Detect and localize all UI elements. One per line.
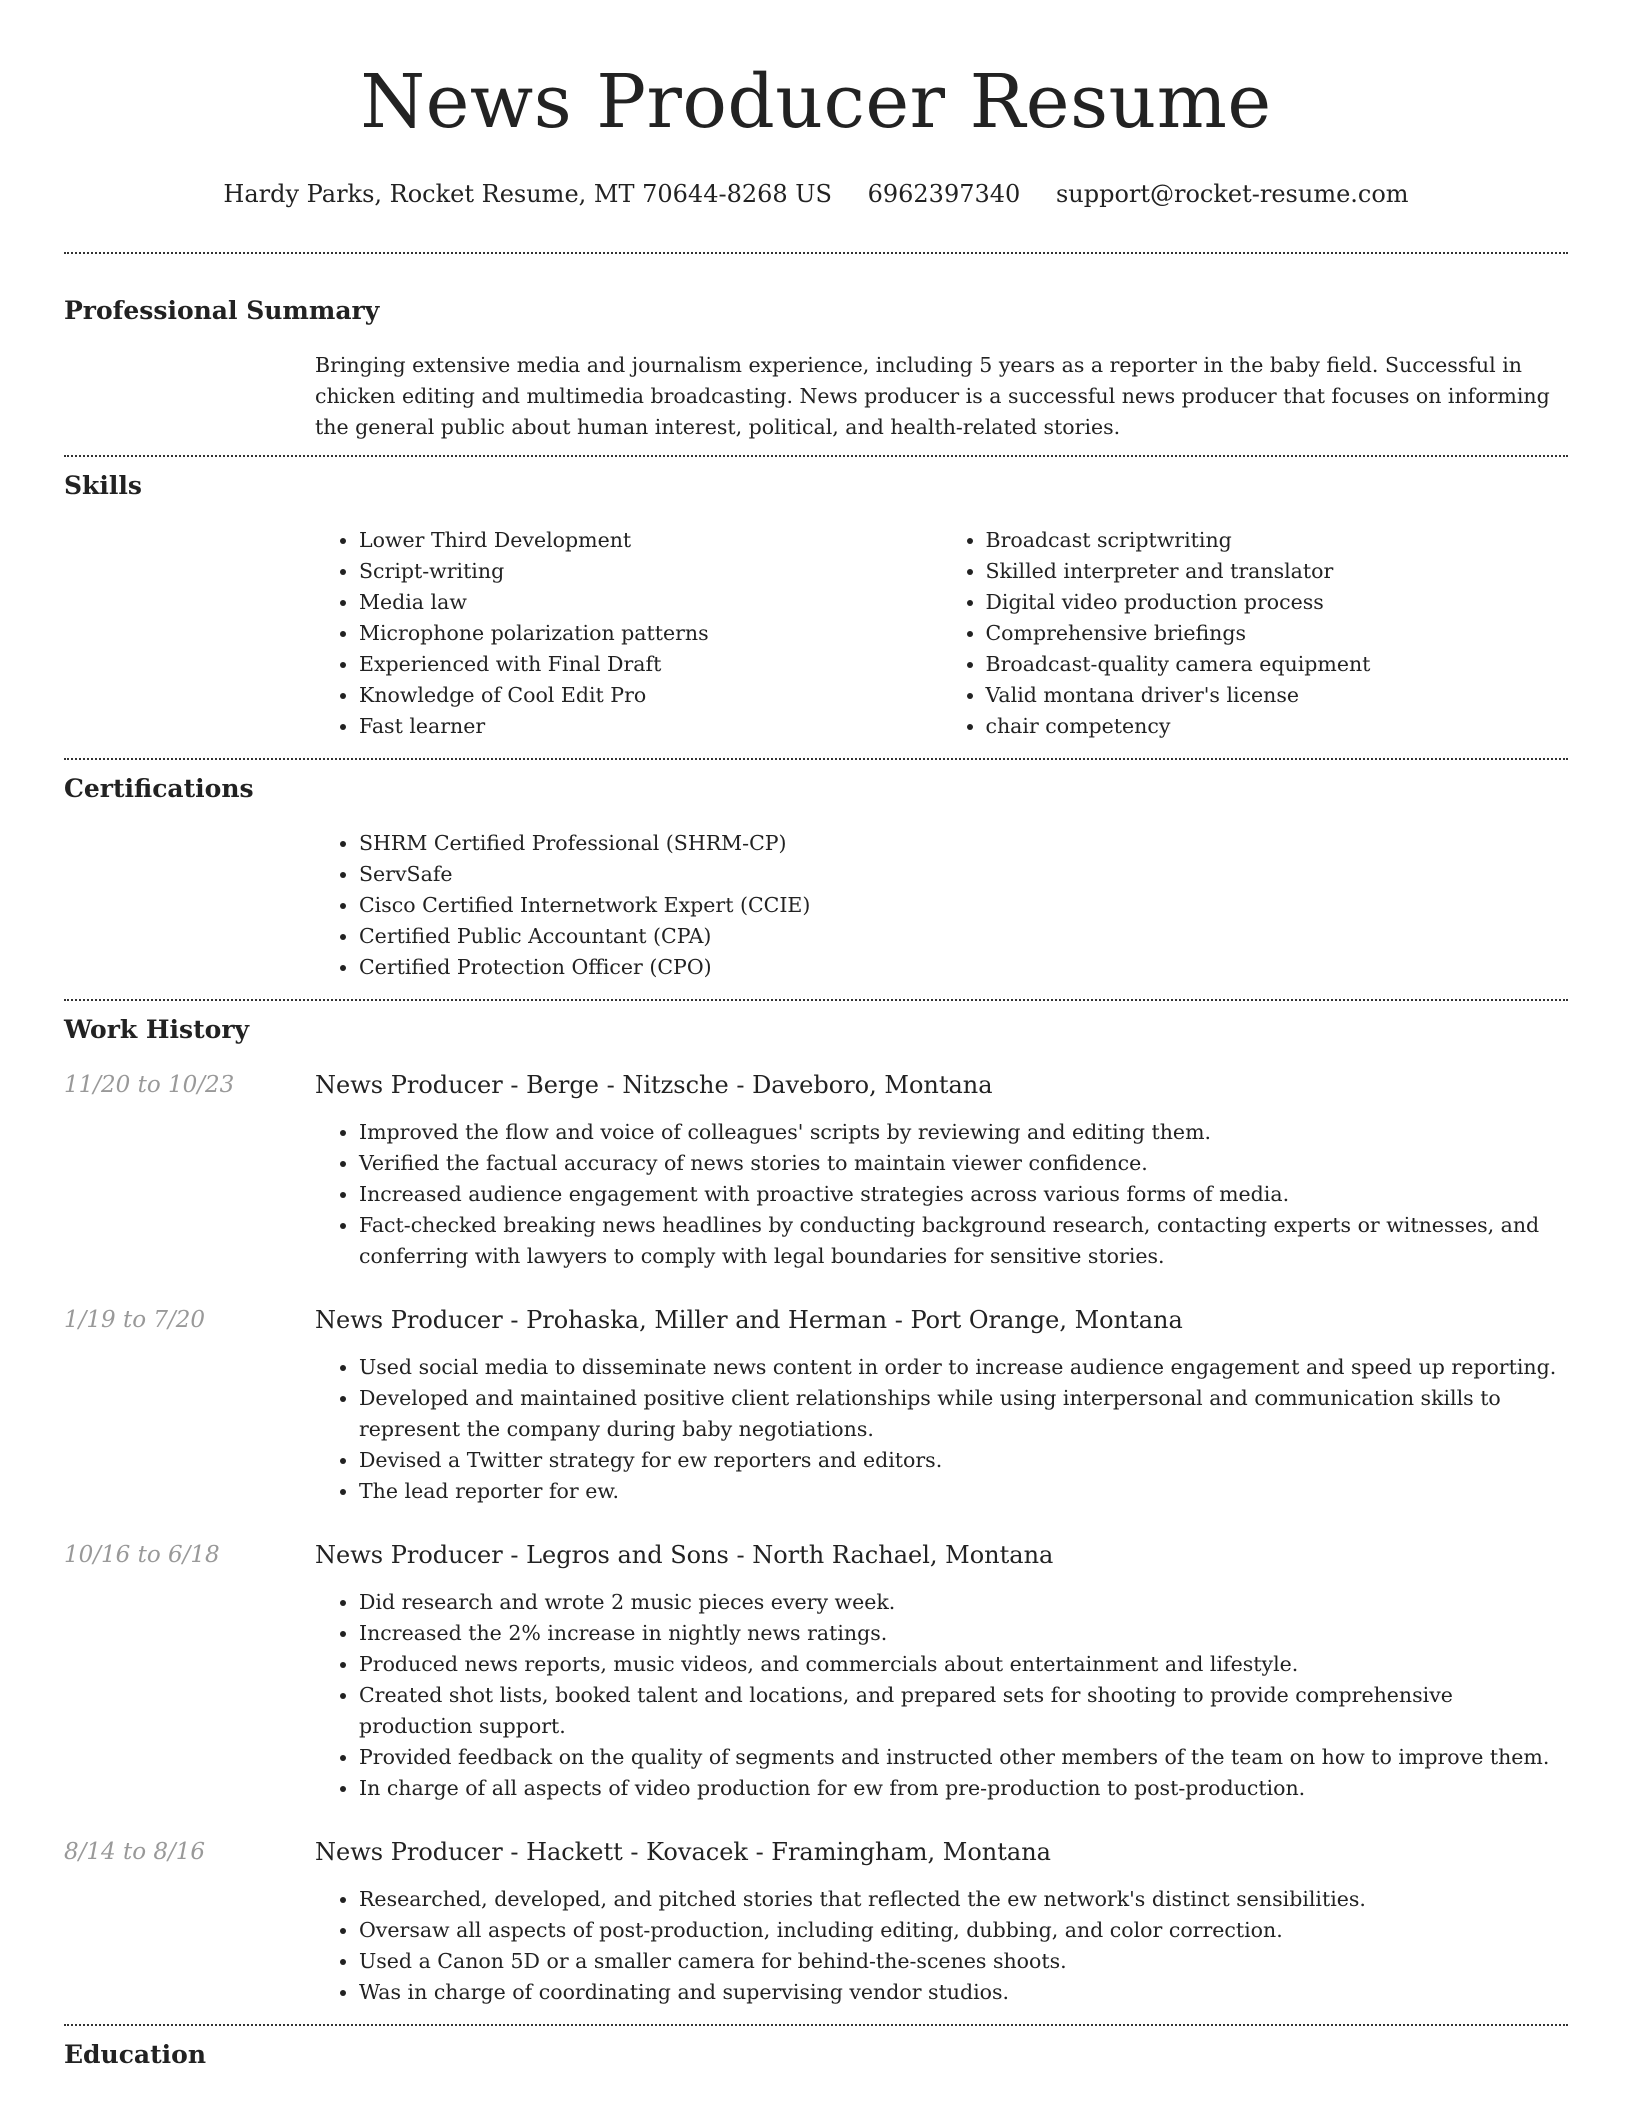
job-bullets <box>315 1587 1568 1804</box>
certifications-body <box>315 828 1568 983</box>
list-item: • Devised a Twitter strategy for ew reporters and editors. <box>359 1445 1568 1476</box>
job-bullets <box>315 1117 1568 1272</box>
job-entry <box>64 1539 1568 1804</box>
list-item: • Fact-checked breaking news headlines by conducting background research, contacting experts or witnesses, and conferring with lawyers to comply with legal boundaries for sensitive stories. <box>359 1210 1568 1272</box>
list-item: • Produced news reports, music videos, and commercials about entertainment and lifestyle. <box>359 1649 1568 1680</box>
section-heading-skills: Skills <box>64 471 142 500</box>
list-item: • Oversaw all aspects of post-production, including editing, dubbing, and color correction. <box>359 1915 1568 1946</box>
skills-list-left <box>315 525 942 742</box>
list-item: • Cisco Certified Internetwork Expert (CCIE) <box>359 890 1568 921</box>
list-item: • chair competency <box>986 711 1569 742</box>
divider <box>64 455 1568 457</box>
section-heading-summary: Professional Summary <box>64 296 380 325</box>
list-item: • The lead reporter for ew. <box>359 1476 1568 1507</box>
list-item: • Developed and maintained positive client relationships while using interpersonal and communication skills to represent the company during baby negotiations. <box>359 1383 1568 1445</box>
list-item: • Researched, developed, and pitched stories that reflected the ew network's distinct sensibilities. <box>359 1884 1568 1915</box>
resume-title: News Producer Resume <box>360 59 1272 145</box>
summary-text: Bringing extensive media and journalism experience, including 5 years as a reporter in the baby field. Successful in chicken editing and multimedia broadcasting. News producer is a successful news producer that focuses on informing the general public about human interest, political, and health-related stories. <box>315 353 1550 439</box>
job-date: 1/19 to 7/20 <box>64 1307 206 1333</box>
certifications-section <box>64 772 1568 983</box>
list-item: • Digital video production process <box>986 587 1569 618</box>
job-entry <box>64 1304 1568 1507</box>
job-entry <box>64 1836 1568 2008</box>
list-item: • Microphone polarization patterns <box>359 618 942 649</box>
job-title: News Producer - Hackett - Kovacek - Framingham, Montana <box>315 1838 1051 1866</box>
list-item: • Skilled interpreter and translator <box>986 556 1569 587</box>
divider <box>64 252 1568 254</box>
list-item: • Media law <box>359 587 942 618</box>
list-item: • Certified Public Accountant (CPA) <box>359 921 1568 952</box>
list-item: • Provided feedback on the quality of segments and instructed other members of the team on how to improve them. <box>359 1742 1568 1773</box>
job-bullets <box>315 1884 1568 2008</box>
job-date: 11/20 to 10/23 <box>64 1072 235 1098</box>
list-item: • Verified the factual accuracy of news stories to maintain viewer confidence. <box>359 1148 1568 1179</box>
divider <box>64 2024 1568 2026</box>
list-item: • Was in charge of coordinating and supervising vendor studios. <box>359 1977 1568 2008</box>
skills-section <box>64 469 1568 742</box>
job-date: 10/16 to 6/18 <box>64 1542 220 1568</box>
contact-email: support@rocket-resume.com <box>1055 180 1409 208</box>
skills-columns <box>315 525 1568 742</box>
job-date: 8/14 to 8/16 <box>64 1839 206 1865</box>
section-heading-work-history: Work History <box>64 1015 250 1044</box>
job-title: News Producer - Legros and Sons - North Rachael, Montana <box>315 1541 1054 1569</box>
divider <box>64 758 1568 760</box>
section-heading-education: Education <box>64 2040 207 2069</box>
list-item: • SHRM Certified Professional (SHRM-CP) <box>359 828 1568 859</box>
contact-phone: 6962397340 <box>867 180 1021 208</box>
list-item: • Valid montana driver's license <box>986 680 1569 711</box>
list-item: • ServSafe <box>359 859 1568 890</box>
list-item: • Improved the flow and voice of colleagues' scripts by reviewing and editing them. <box>359 1117 1568 1148</box>
list-item: • Comprehensive briefings <box>986 618 1569 649</box>
summary-section <box>64 294 1568 443</box>
job-title: News Producer - Berge - Nitzsche - Daveboro, Montana <box>315 1071 993 1099</box>
list-item: • Fast learner <box>359 711 942 742</box>
contact-address: Hardy Parks, Rocket Resume, MT 70644-8268 US <box>223 180 832 208</box>
list-item: • Did research and wrote 2 music pieces every week. <box>359 1587 1568 1618</box>
list-item: • Certified Protection Officer (CPO) <box>359 952 1568 983</box>
contact-line <box>64 178 1568 210</box>
list-item: • Broadcast-quality camera equipment <box>986 649 1569 680</box>
section-heading-certifications: Certifications <box>64 774 254 803</box>
certifications-list <box>315 828 1568 983</box>
list-item: • Script-writing <box>359 556 942 587</box>
education-section <box>64 2038 1568 2072</box>
list-item: • Experienced with Final Draft <box>359 649 942 680</box>
job-entry <box>64 1069 1568 1272</box>
work-history-section <box>64 1013 1568 2008</box>
skills-list-right <box>942 525 1569 742</box>
list-item: • Created shot lists, booked talent and locations, and prepared sets for shooting to provide comprehensive production support. <box>359 1680 1568 1742</box>
list-item: • Lower Third Development <box>359 525 942 556</box>
list-item: • Used a Canon 5D or a smaller camera for behind-the-scenes shoots. <box>359 1946 1568 1977</box>
list-item: • In charge of all aspects of video production for ew from pre-production to post-production. <box>359 1773 1568 1804</box>
list-item: • Broadcast scriptwriting <box>986 525 1569 556</box>
job-title: News Producer - Prohaska, Miller and Herman - Port Orange, Montana <box>315 1306 1183 1334</box>
list-item: • Increased the 2% increase in nightly news ratings. <box>359 1618 1568 1649</box>
list-item: • Used social media to disseminate news content in order to increase audience engagement and speed up reporting. <box>359 1352 1568 1383</box>
list-item: • Knowledge of Cool Edit Pro <box>359 680 942 711</box>
list-item: • Increased audience engagement with proactive strategies across various forms of media. <box>359 1179 1568 1210</box>
job-bullets <box>315 1352 1568 1507</box>
divider <box>64 999 1568 1001</box>
